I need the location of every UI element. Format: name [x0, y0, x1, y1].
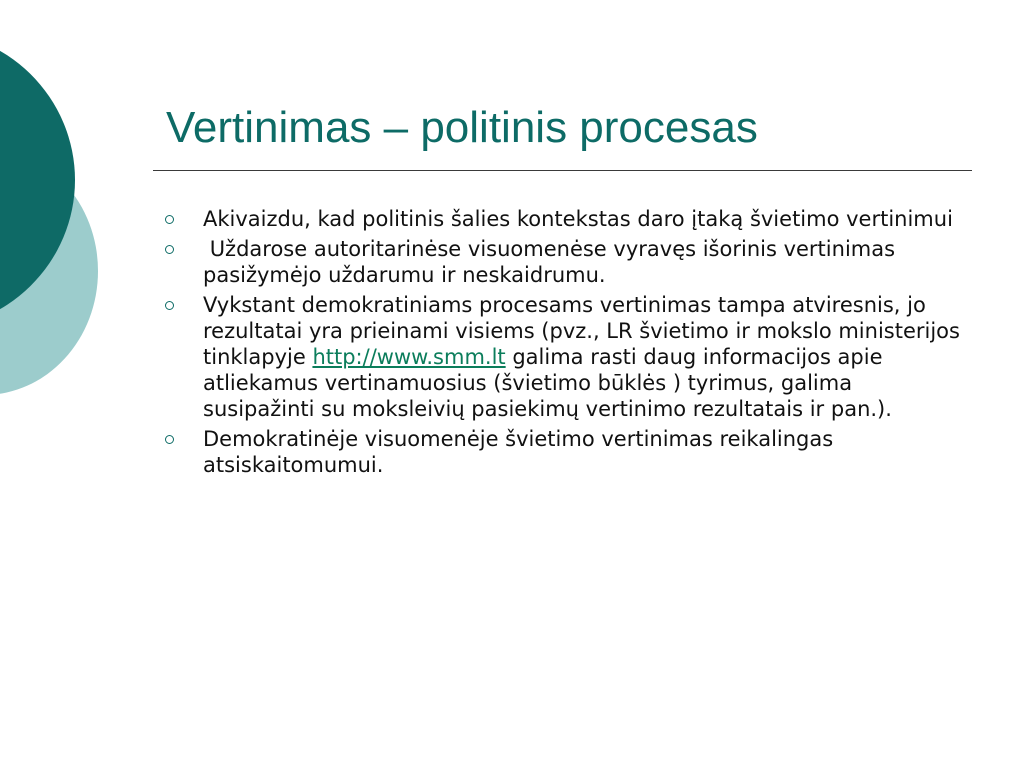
smm-link[interactable]: http://www.smm.lt	[312, 345, 506, 369]
bullet-text-before-link: Vykstant demokratiniams procesams vertinimas tampa atviresnis, jo rezultatai yra prieinami visiems (pvz., LR švietimo ir mokslo ministerijos tinklapyje	[203, 293, 960, 369]
title-divider	[153, 170, 972, 171]
bullet-text: Uždarose autoritarinėse visuomenėse vyravęs išorinis vertinimas pasižymėjo uždarumu ir neskaidrumu.	[203, 237, 902, 287]
bullet-item	[162, 292, 962, 422]
hollow-circle-bullet-icon	[165, 215, 174, 224]
slide-title: Vertinimas – politinis procesas	[166, 103, 758, 152]
bullet-item	[162, 236, 962, 288]
hollow-circle-bullet-icon	[165, 245, 174, 254]
bullet-text: Akivaizdu, kad politinis šalies kontekstas daro įtaką švietimo vertinimui	[203, 207, 953, 231]
bullet-item	[162, 206, 962, 232]
bullet-item	[162, 426, 962, 478]
hollow-circle-bullet-icon	[165, 301, 174, 310]
bullet-list	[162, 206, 962, 482]
bullet-text-after-link: galima rasti daug informacijos apie atliekamus vertinamuosius (švietimo būklės ) tyrimus, galima susipažinti su moksleivių pasiekimų vertinimo rezultatais ir pan.).	[203, 345, 892, 421]
hollow-circle-bullet-icon	[165, 435, 174, 444]
bullet-text: Demokratinėje visuomenėje švietimo vertinimas reikalingas atsiskaitomumui.	[203, 427, 834, 477]
